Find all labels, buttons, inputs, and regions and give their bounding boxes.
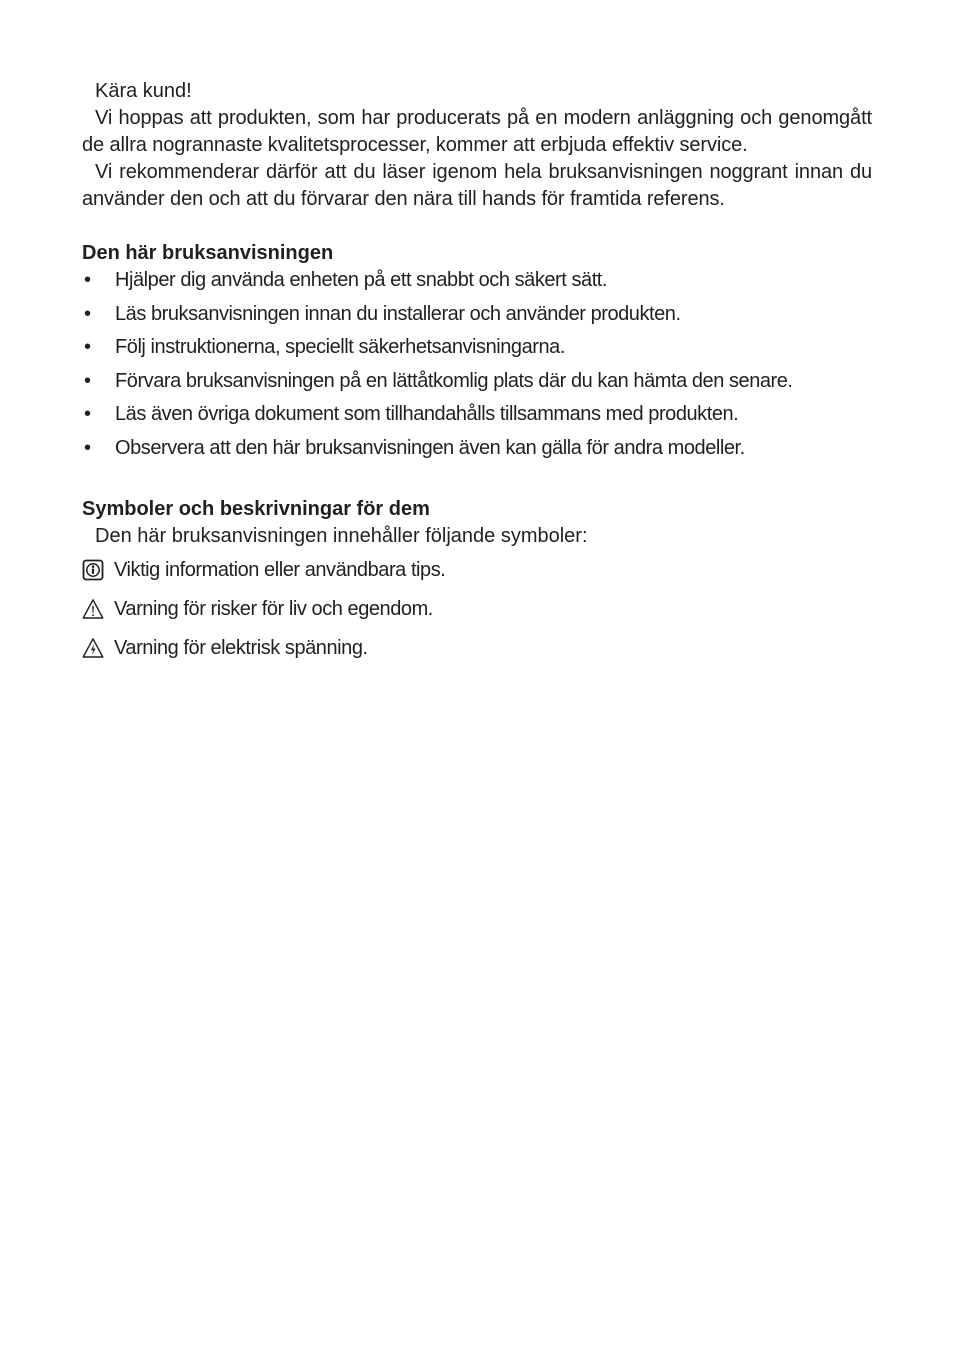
list-item-text: Följ instruktionerna, speciellt säkerhetsanvisningarna. xyxy=(115,336,565,359)
electric-warning-icon xyxy=(82,637,104,659)
warning-triangle-icon xyxy=(82,598,104,620)
intro-paragraph-2: Vi rekommenderar därför att du läser igenom hela bruksanvisningen noggrant innan du använder den och att du förvarar den nära till hands för framtida referens. xyxy=(82,161,872,210)
symbol-description: Varning för risker för liv och egendom. xyxy=(114,597,433,620)
list-item-text: Förvara bruksanvisningen på en lättåtkomlig plats där du kan hämta den senare. xyxy=(115,369,793,392)
bullet-glyph: • xyxy=(84,403,92,426)
symbol-row-warning xyxy=(82,596,872,623)
document-page xyxy=(82,78,872,662)
symbol-row-info xyxy=(82,557,872,584)
bullet-glyph: • xyxy=(84,269,92,291)
bullet-glyph: • xyxy=(84,336,92,359)
list-item xyxy=(82,334,872,361)
bullet-glyph: • xyxy=(84,369,92,392)
section-heading-symbols: Symboler och beskrivningar för dem xyxy=(82,497,430,520)
list-item-text: Hjälper dig använda enheten på ett snabbt och säkert sätt. xyxy=(115,269,608,291)
list-item xyxy=(82,435,872,462)
section-heading-manual: Den här bruksanvisningen xyxy=(82,242,334,264)
manual-bullet-list xyxy=(82,267,872,462)
symbol-description: Viktig information eller användbara tips. xyxy=(114,558,446,581)
bullet-glyph: • xyxy=(84,302,92,325)
symbol-row-electric xyxy=(82,635,872,662)
intro-paragraph-1: Vi hoppas att produkten, som har producerats på en modern anläggning och genomgått de allra nogrannaste kvalitetsprocesser, kommer att erbjuda effektiv service. xyxy=(82,107,872,156)
list-item xyxy=(82,401,872,428)
bullet-glyph: • xyxy=(84,436,92,459)
greeting: Kära kund! xyxy=(95,80,192,102)
list-item-text: Läs bruksanvisningen innan du installerar och använder produkten. xyxy=(115,302,681,325)
symbols-intro: Den här bruksanvisningen innehåller följande symboler: xyxy=(95,524,588,547)
list-item-text: Observera att den här bruksanvisningen även kan gälla för andra modeller. xyxy=(115,436,745,459)
symbol-description: Varning för elektrisk spänning. xyxy=(114,636,368,659)
list-item xyxy=(82,368,872,395)
list-item-text: Läs även övriga dokument som tillhandahålls tillsammans med produkten. xyxy=(115,403,739,426)
list-item xyxy=(82,267,872,294)
list-item xyxy=(82,301,872,328)
info-icon xyxy=(82,559,104,581)
